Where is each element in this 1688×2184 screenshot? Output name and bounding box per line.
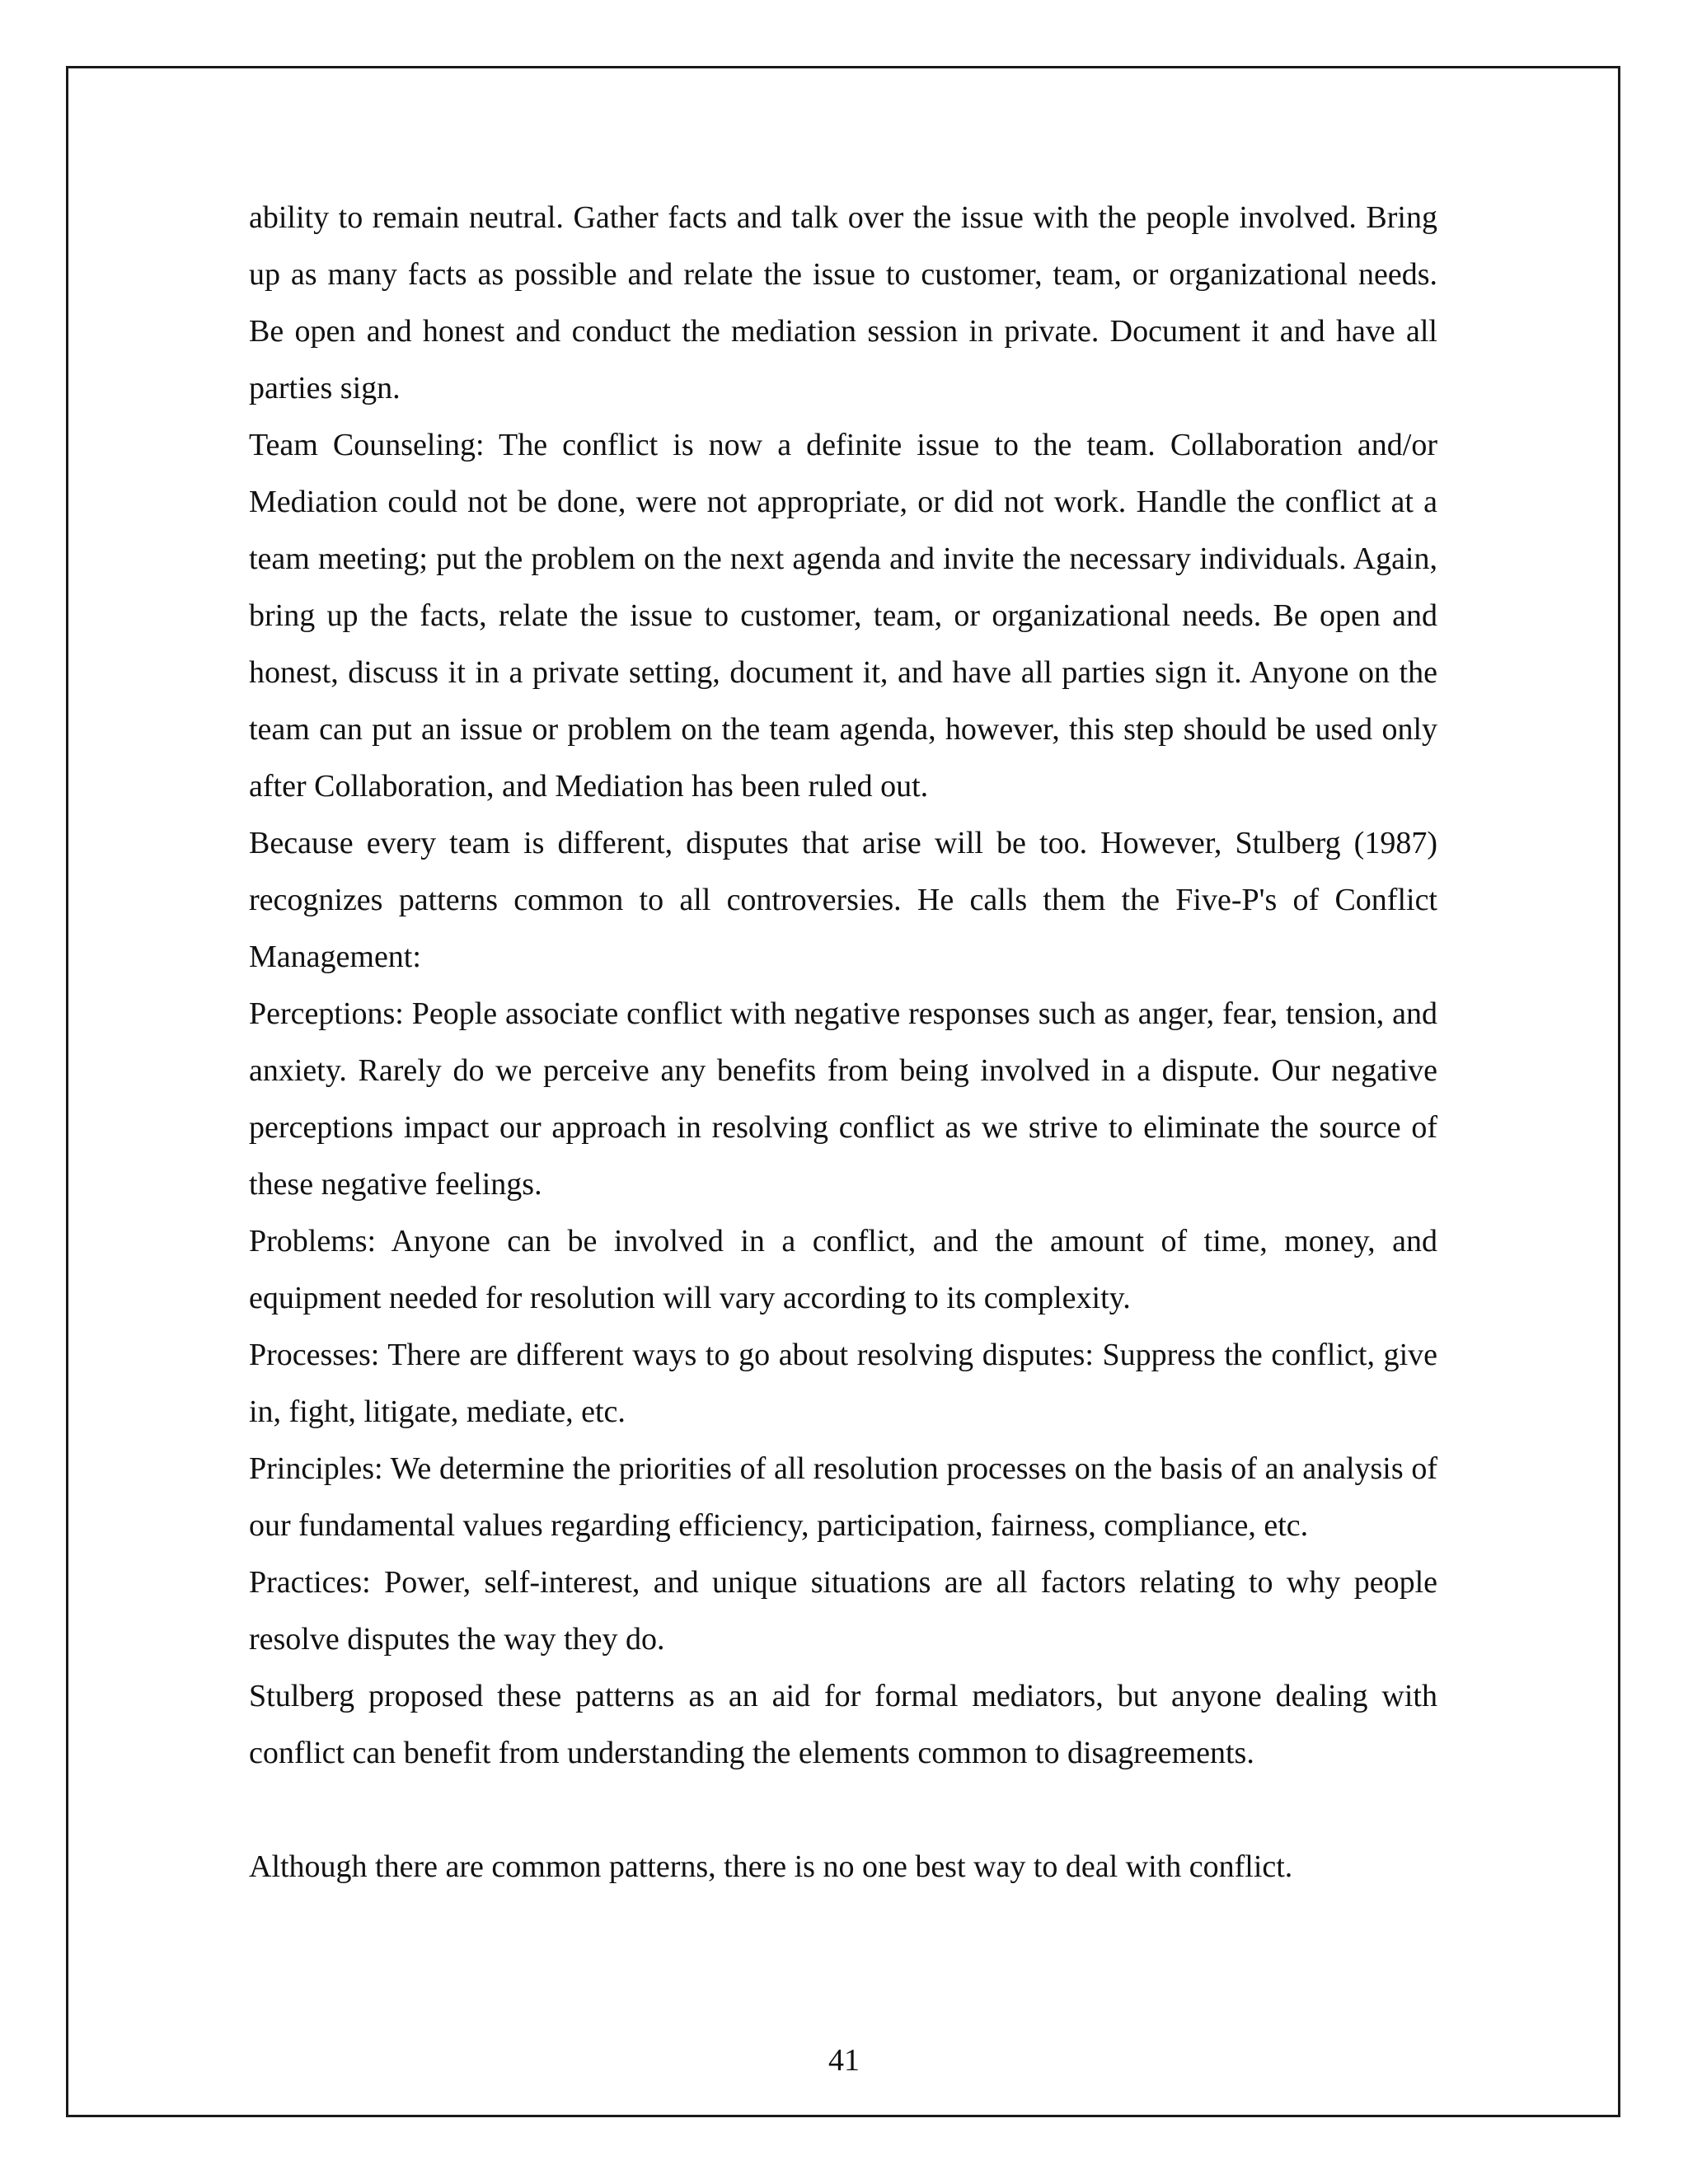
body-text: [249, 190, 1437, 1896]
paragraph-team-counseling: Team Counseling: The conflict is now a definite issue to the team. Collaboration and/or Mediation could not be done, were not appropriate, or did not work. Handle the conflict at a team meeting; put the problem on the next agenda and invite the necessary individuals. Again, bring up the facts, relate the issue to customer, team, or organizational needs. Be open and honest, discuss it in a private setting, document it, and have all parties sign it. Anyone on the team can put an issue or problem on the team agenda, however, this step should be used only after Collaboration, and Mediation has been ruled out.: [249, 428, 1437, 804]
paragraph-problems: Problems: Anyone can be involved in a conflict, and the amount of time, money, and equipment needed for resolution will vary according to its complexity.: [249, 1224, 1437, 1315]
paragraph-stulberg-intro: Because every team is different, disputes that arise will be too. However, Stulberg (1987) recognizes patterns common to all controversies. He calls them the Five-P's of Conflict Management:: [249, 826, 1437, 974]
paragraph-processes: Processes: There are different ways to go about resolving disputes: Suppress the conflict, give in, fight, litigate, mediate, etc.: [249, 1338, 1437, 1429]
paragraph-no-best-way: Although there are common patterns, there is no one best way to deal with conflict.: [249, 1849, 1293, 1884]
paragraph-mediation-continued: ability to remain neutral. Gather facts and talk over the issue with the people involved. Bring up as many facts as possible and relate the issue to customer, team, or organizational needs. Be open and honest and conduct the mediation session in private. Document it and have all parties sign.: [249, 200, 1437, 405]
paragraph-stulberg-conclusion: Stulberg proposed these patterns as an aid for formal mediators, but anyone dealing with conflict can benefit from understanding the elements common to disagreements.: [249, 1679, 1437, 1770]
page-number: 41: [828, 2043, 860, 2078]
paragraph-perceptions: Perceptions: People associate conflict with negative responses such as anger, fear, tension, and anxiety. Rarely do we perceive any benefits from being involved in a dispute. Our negative perceptions impact our approach in resolving conflict as we strive to eliminate the source of these negative feelings.: [249, 996, 1437, 1202]
paragraph-principles: Principles: We determine the priorities of all resolution processes on the basis of an analysis of our fundamental values regarding efficiency, participation, fairness, compliance, etc.: [249, 1451, 1437, 1543]
paragraph-practices: Practices: Power, self-interest, and unique situations are all factors relating to why people resolve disputes the way they do.: [249, 1565, 1437, 1657]
